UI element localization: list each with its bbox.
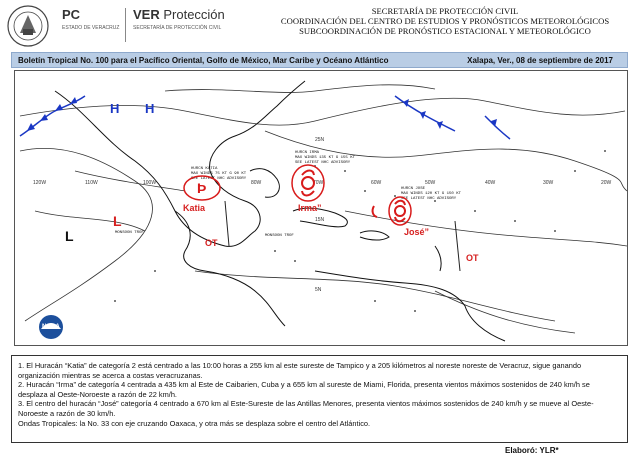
svg-text:20W: 20W (601, 180, 612, 186)
svg-text:HURCN IRMA: HURCN IRMA (295, 151, 320, 155)
svg-text:MONSOON TROF: MONSOON TROF (265, 234, 294, 238)
svg-text:SEE LATEST NHC ADVISORY: SEE LATEST NHC ADVISORY (401, 197, 457, 201)
weather-map (14, 70, 628, 346)
ot-label-pacific: OT (205, 238, 218, 248)
pc-logo-sub: ESTADO DE VERACRUZ (62, 25, 120, 31)
svg-text:SEE LATEST NHC ADVISORY: SEE LATEST NHC ADVISORY (295, 161, 351, 165)
svg-text:80W: 80W (251, 180, 262, 186)
header (0, 0, 640, 50)
info-paragraph: 1. El Huracán “Katia” de categoría 2 está centrado a las 10:00 horas a 255 km al este sureste de Tampico y a 205 kilómetros al noreste noreste de Veracruz, sigue ganando organización mientras se acerca a costas veracruzanas. (18, 361, 582, 380)
low-pressure-label-2: L (65, 228, 74, 244)
bulletin-date: Xalapa, Ver., 08 de septiembre de 2017 (467, 56, 613, 65)
svg-text:5N: 5N (315, 287, 322, 293)
title-line-1: SECRETARÍA DE PROTECCIÓN CIVIL (371, 6, 519, 16)
svg-text:HURCN JOSE: HURCN JOSE (401, 187, 426, 191)
veracruz-seal-icon (3, 3, 53, 49)
svg-text:110W: 110W (85, 180, 98, 186)
svg-text:25N: 25N (315, 137, 325, 143)
weather-map-svg (15, 71, 627, 345)
header-titles (250, 6, 640, 36)
high-pressure-label-2: H (145, 101, 155, 116)
svg-text:Þ: Þ (197, 180, 207, 196)
svg-text:SEE LATEST NHC ADVISORY: SEE LATEST NHC ADVISORY (191, 177, 247, 181)
svg-text:120W: 120W (33, 180, 47, 186)
svg-text:50W: 50W (425, 180, 436, 186)
svg-text:30W: 30W (543, 180, 554, 186)
svg-text:60W: 60W (371, 180, 382, 186)
title-line-3: SUBCOORDINACIÓN DE PRONÓSTICO ESTACIONAL Y METEOROLÓGICO (299, 26, 591, 36)
ver-logo-bold: VER (133, 7, 160, 22)
info-box (11, 355, 628, 443)
svg-text:100W: 100W (143, 180, 157, 186)
info-paragraph: 3. El centro del huracán “José” categoría 4 centrado a 670 km al Este-Sureste de las Antillas Menores, presenta vientos máximos sostenidos de 240 km/h y se mueve al Oeste-Noroeste a razón de 30 km/h. (18, 399, 594, 418)
ot-label-atlantic: OT (466, 253, 479, 263)
ver-logo (133, 6, 225, 31)
noaa-logo-icon (39, 315, 63, 339)
info-paragraph: Ondas Tropicales: la No. 33 con eje cruzando Oaxaca, y otra más se desplaza sobre el centro del Atlántico. (18, 418, 371, 428)
ver-logo-sub: SECRETARÍA DE PROTECCIÓN CIVIL (133, 25, 222, 31)
title-line-2: COORDINACIÓN DEL CENTRO DE ESTUDIOS Y PRONÓSTICOS METEOROLÓGICOS (280, 16, 610, 26)
svg-text:15N: 15N (315, 217, 325, 223)
bulletin-bar (11, 52, 628, 68)
storm-label-katia: Katia (183, 203, 206, 213)
pc-logo-text: PC (62, 7, 81, 22)
svg-text:40W: 40W (485, 180, 496, 186)
svg-text:70W: 70W (313, 180, 324, 186)
high-pressure-label: H (110, 101, 120, 116)
low-pressure-label: L (113, 213, 122, 229)
storm-label-irma: Irma” (298, 203, 322, 213)
logo-divider (125, 8, 126, 42)
svg-text:MAX WINDS 120 KT G 150 KT: MAX WINDS 120 KT G 150 KT (401, 192, 462, 196)
bulletin-title: Boletín Tropical No. 100 para el Pacífico Oriental, Golfo de México, Mar Caribe y Océano Atlántico (18, 56, 389, 65)
info-paragraph: 2. Huracán “Irma” de categoría 4 centrada a 435 km al Este de Caibarien, Cuba y a 655 km al sureste de Miami, Florida, presenta vientos máximos sostenidos de 240 km/h se desplaza al Oeste-Noroeste a razón de 22 km/h. (18, 380, 590, 399)
ver-logo-rest: Protección (159, 7, 225, 22)
svg-text:MAX WINDS 75 KT G 90 KT: MAX WINDS 75 KT G 90 KT (191, 172, 247, 176)
storm-label-jose: José” (404, 227, 430, 237)
svg-text:MAX WINDS 135 KT G 155 KT: MAX WINDS 135 KT G 155 KT (295, 156, 356, 160)
prepared-by: Elaboró: YLR* (505, 446, 559, 455)
pc-logo (62, 6, 119, 31)
svg-text:HURCN KATIA: HURCN KATIA (191, 167, 218, 171)
svg-text:NOAA: NOAA (42, 324, 60, 330)
svg-text:MONSOON TROF: MONSOON TROF (115, 231, 144, 235)
